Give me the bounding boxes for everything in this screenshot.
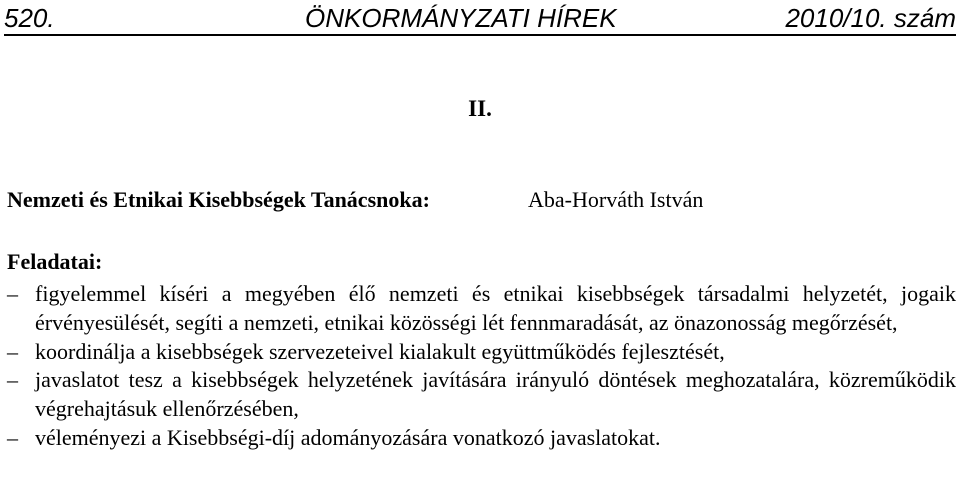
dash-bullet: –: [7, 338, 18, 364]
dash-bullet: –: [7, 424, 18, 450]
duty-item: [0, 280, 956, 338]
duty-text: javaslatot tesz a kisebbségek helyzetének javítására irányuló döntések meghozatalára, közreműködik végrehajtásuk ellenőrzésében,: [35, 367, 956, 422]
duty-item: [0, 366, 956, 424]
dash-bullet: –: [7, 281, 18, 306]
publication-title: ÖNKORMÁNYZATI HÍREK: [305, 3, 617, 33]
duty-text: figyelemmel kíséri a megyében élő nemzeti és etnikai kisebbségek társadalmi helyzetét, jogaik érvényesülését, segíti a nemzeti, etnikai közösségi lét fennmaradását, az önazonosság megőrzését,: [35, 281, 956, 335]
duty-text: koordinálja a kisebbségek szervezeteivel kialakult együttműködés fejlesztését,: [35, 338, 725, 364]
duty-list: [0, 280, 956, 453]
page-number: 520.: [4, 3, 55, 33]
role-person-name: Aba-Horváth István: [528, 187, 704, 212]
duty-item: [0, 338, 956, 367]
section-number: II.: [468, 96, 492, 121]
duty-item: [0, 424, 956, 453]
dash-bullet: –: [7, 367, 18, 393]
issue-number: 2010/10. szám: [785, 3, 956, 33]
duty-text: véleményezi a Kisebbségi-díj adományozására vonatkozó javaslatokat.: [35, 424, 661, 450]
page-header: [4, 2, 956, 36]
role-title: Nemzeti és Etnikai Kisebbségek Tanácsnoka:: [7, 187, 430, 212]
duties-heading: Feladatai:: [7, 249, 103, 274]
